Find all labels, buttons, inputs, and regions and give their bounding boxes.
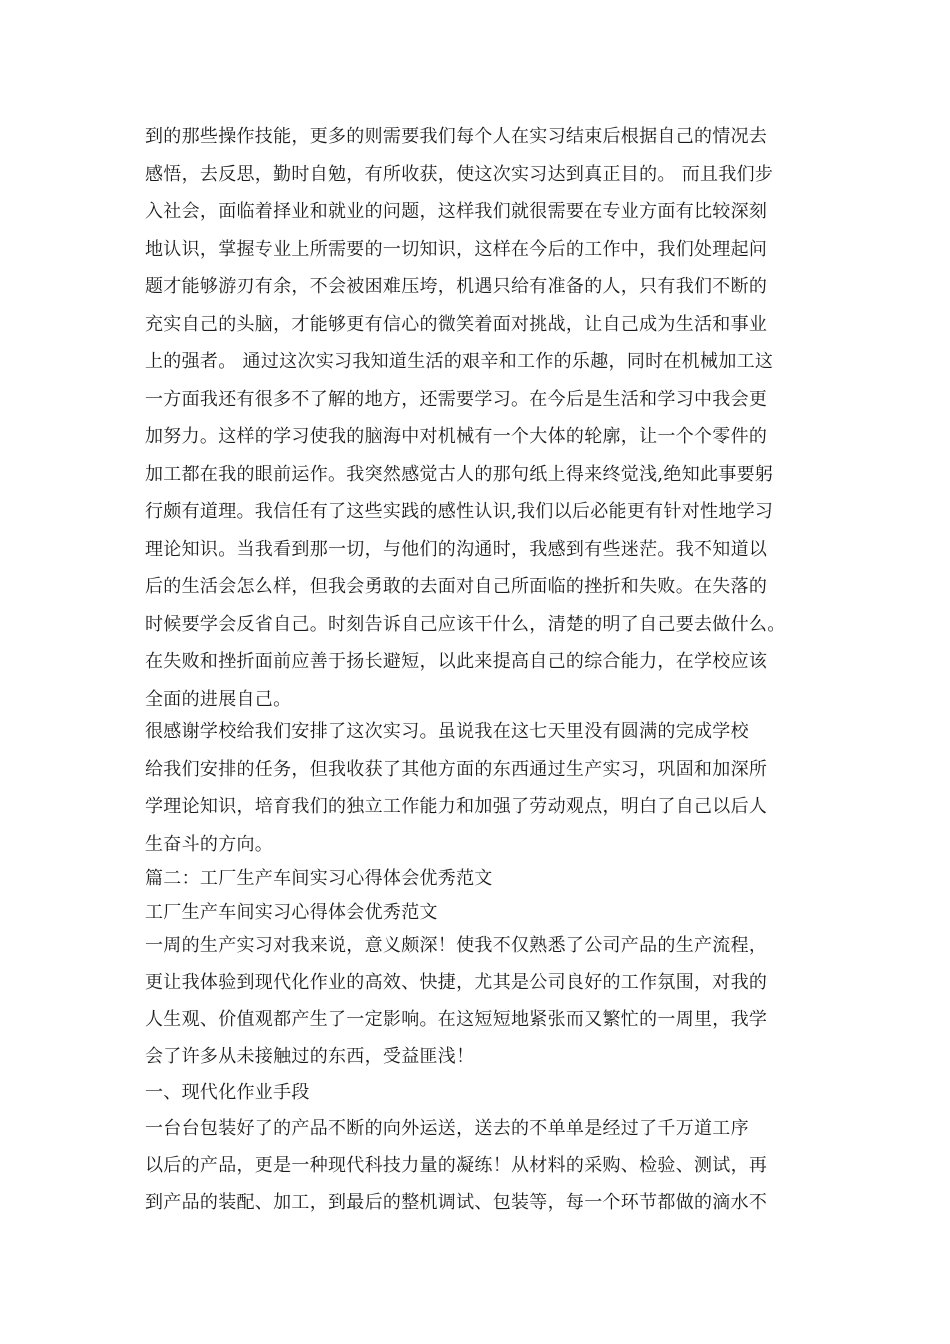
section-heading: 篇二：工厂生产车间实习心得体会优秀范文 <box>145 868 493 889</box>
text-line: 上的强者。 通过这次实习我知道生活的艰辛和工作的乐趣，同时在机械加工这 <box>145 351 774 372</box>
text-line: 以后的产品，更是一种现代科技力量的凝练！从材料的采购、检验、测试，再 <box>145 1155 768 1176</box>
text-line: 入社会，面临着择业和就业的问题，这样我们就很需要在专业方面有比较深刻 <box>145 201 768 222</box>
text-line: 会了许多从未接触过的东西，受益匪浅！ <box>145 1046 475 1067</box>
text-line: 在失败和挫折面前应善于扬长避短，以此来提高自己的综合能力，在学校应该 <box>145 651 768 672</box>
text-line: 题才能够游刃有余，不会被困难压垮，机遇只给有准备的人，只有我们不断的 <box>145 276 768 297</box>
text-line: 生奋斗的方向。 <box>145 834 274 855</box>
text-line: 到的那些操作技能，更多的则需要我们每个人在实习结束后根据自己的情况去 <box>145 126 768 147</box>
text-line: 后的生活会怎么样，但我会勇敢的去面对自己所面临的挫折和失败。在失落的 <box>145 576 768 597</box>
text-line: 一方面我还有很多不了解的地方，还需要学习。在今后是生活和学习中我会更 <box>145 389 768 410</box>
text-line: 很感谢学校给我们安排了这次实习。虽说我在这七天里没有圆满的完成学校 <box>145 721 749 742</box>
text-line: 更让我体验到现代化作业的高效、快捷，尤其是公司良好的工作氛围，对我的 <box>145 972 768 993</box>
text-line: 理论知识。当我看到那一切，与他们的沟通时，我感到有些迷茫。我不知道以 <box>145 539 768 560</box>
text-line: 学理论知识，培育我们的独立工作能力和加强了劳动观点，明白了自己以后人 <box>145 796 768 817</box>
text-line: 时候要学会反省自己。时刻告诉自己应该干什么，清楚的明了自己要去做什么。 <box>145 614 786 635</box>
text-line: 一周的生产实习对我来说，意义颇深！使我不仅熟悉了公司产品的生产流程， <box>145 935 768 956</box>
text-line: 人生观、价值观都产生了一定影响。在这短短地紧张而又繁忙的一周里，我学 <box>145 1009 768 1030</box>
text-line: 充实自己的头脑，才能够更有信心的微笑着面对挑战，让自己成为生活和事业 <box>145 314 768 335</box>
text-line: 加努力。这样的学习使我的脑海中对机械有一个大体的轮廓，让一个个零件的 <box>145 426 768 447</box>
text-line: 加工都在我的眼前运作。我突然感觉古人的那句纸上得来终觉浅,绝知此事要躬 <box>145 464 774 485</box>
text-line: 地认识，掌握专业上所需要的一切知识，这样在今后的工作中，我们处理起问 <box>145 239 768 260</box>
article-title: 工厂生产车间实习心得体会优秀范文 <box>145 902 438 923</box>
subsection-heading: 一、现代化作业手段 <box>145 1082 310 1103</box>
text-line: 感悟，去反思，勤时自勉，有所收获，使这次实习达到真正目的。 而且我们步 <box>145 164 774 185</box>
text-line: 到产品的装配、加工，到最后的整机调试、包装等，每一个环节都做的滴水不 <box>145 1192 768 1213</box>
text-line: 行颇有道理。我信任有了这些实践的感性认识,我们以后必能更有针对性地学习 <box>145 501 774 522</box>
text-line: 一台台包装好了的产品不断的向外运送，送去的不单单是经过了千万道工序 <box>145 1118 749 1139</box>
text-line: 给我们安排的任务，但我收获了其他方面的东西通过生产实习，巩固和加深所 <box>145 759 768 780</box>
text-line: 全面的进展自己。 <box>145 689 292 710</box>
